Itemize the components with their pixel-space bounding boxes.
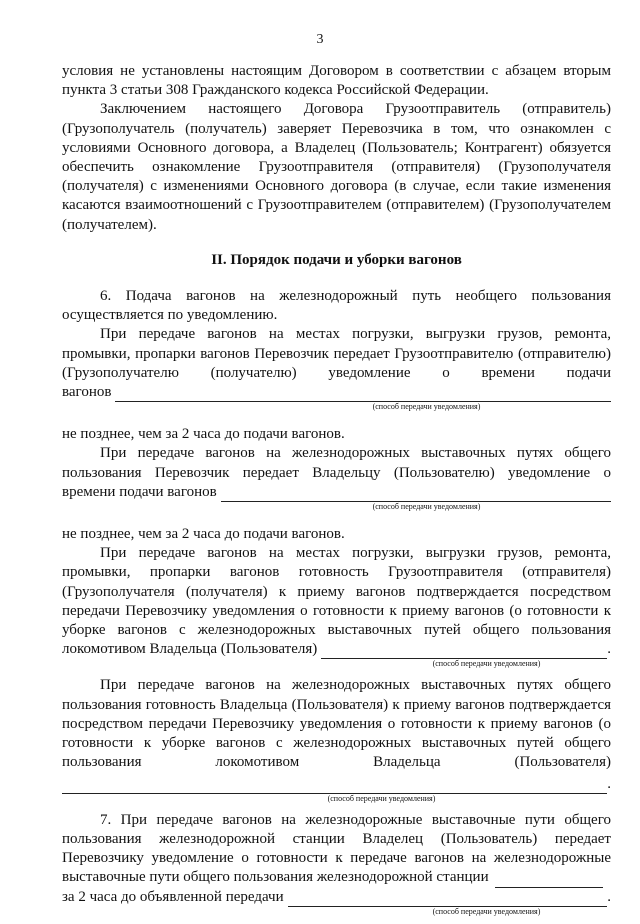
blank-line-short <box>495 874 603 888</box>
deadline-text: не позднее, чем за 2 часа до подачи вагонов. <box>62 526 345 543</box>
period: . <box>607 775 611 792</box>
blank-line <box>62 779 607 794</box>
notice-method-field-5 <box>62 888 611 907</box>
blank-line <box>221 487 611 502</box>
notice-method-field-4 <box>62 775 611 794</box>
item-6-paragraph: 6. Подача вагонов на железнодорожный путь необщего пользования осуществляется по уведомлению. <box>62 288 611 324</box>
blank-caption: (способ передачи уведомления) <box>432 906 541 916</box>
notice-field-label: за 2 часа до объявленной передачи <box>62 888 284 905</box>
blank-caption: (способ передачи уведомления) <box>432 659 541 669</box>
notice-method-field-1 <box>62 383 611 402</box>
notice-field-label: локомотивом Владельца (Пользователя) <box>62 641 318 658</box>
notice-field-label: времени подачи вагонов <box>62 483 217 500</box>
blank-line <box>288 892 608 907</box>
item-6-public-track-paragraph: При передаче вагонов на железнодорожных выставочных путях общего пользования Перевозчик передает Владельцу (Пользователю) уведомление о <box>62 445 611 481</box>
page-number: 3 <box>316 32 324 47</box>
item-6-loading-paragraph: При передаче вагонов на местах погрузки, выгрузки грузов, ремонта, промывки, пропарки вагонов Перевозчик передает Грузоотправителю (отправителю) (Грузополучателю (получателю) уведомление о времени подачи <box>62 326 611 381</box>
notice-method-field-3 <box>62 640 611 659</box>
item-7-paragraph: 7. При передаче вагонов на железнодорожные выставочные пути общего пользования железнодорожной станции Владелец (Пользователь) передает Перевозчику уведомление о готовности к передаче вагонов на железнодорожные <box>62 811 611 867</box>
conclusion-paragraph: Заключением настоящего Договора Грузоотправитель (отправитель) (Грузополучатель (получатель) заверяет Перевозчика в том, что ознакомлен с условиями Основного договора, а Владелец (Пользователь; Контрагент) обязуется обеспечить ознакомление Грузоотправителя (отправителя) (Грузополучателя (получателя) с изменениями Основного договора (в случае, если такие изменения касаются взаимоотношений с Грузоотправителем (отправителем) (Грузополучателем (получателем). <box>62 101 611 233</box>
intro-line-2: пункта 3 статьи 308 Гражданского кодекса Российской Федерации. <box>62 82 489 99</box>
item-6-owner-readiness-paragraph: При передаче вагонов на железнодорожных выставочных путях общего пользования готовность Владельца (Пользователя) к приему вагонов подтверждается посредством передачи Перевозчику уведомления о готовности к приему вагонов (о готовности к уборке вагонов с железнодорожных выставочных путей общего пользования локомотивом Владельца (Пользователя) <box>62 677 611 771</box>
section-heading: II. Порядок подачи и уборки вагонов <box>211 251 462 268</box>
blank-line <box>321 644 607 659</box>
item-6-readiness-paragraph: При передаче вагонов на местах погрузки, выгрузки грузов, ремонта, промывки, пропарки вагонов готовность Грузоотправителя (отправителя) (Грузополучателя (получателя) к приему вагонов подтверждается посредством передачи Перевозчику уведомления о готовности к приему вагонов (о готовности к уборке вагонов с железнодорожных выставочных путей общего пользования <box>62 545 611 639</box>
period: . <box>607 888 611 905</box>
blank-line <box>115 387 611 402</box>
blank-caption: (способ передачи уведомления) <box>372 402 481 412</box>
item-7-station-field <box>62 868 611 887</box>
deadline-text: не позднее, чем за 2 часа до подачи вагонов. <box>62 426 345 443</box>
notice-method-field-2 <box>62 483 611 502</box>
notice-field-label: вагонов <box>62 384 112 401</box>
intro-line-1: условия не установлены настоящим Договором в соответствии с абзацем вторым <box>62 63 611 79</box>
document-body <box>62 62 611 924</box>
blank-caption: (способ передачи уведомления) <box>327 793 436 803</box>
period: . <box>607 641 611 658</box>
item-7-station-label: выставочные пути общего пользования железнодорожной станции <box>62 869 489 886</box>
blank-caption: (способ передачи уведомления) <box>372 502 481 512</box>
